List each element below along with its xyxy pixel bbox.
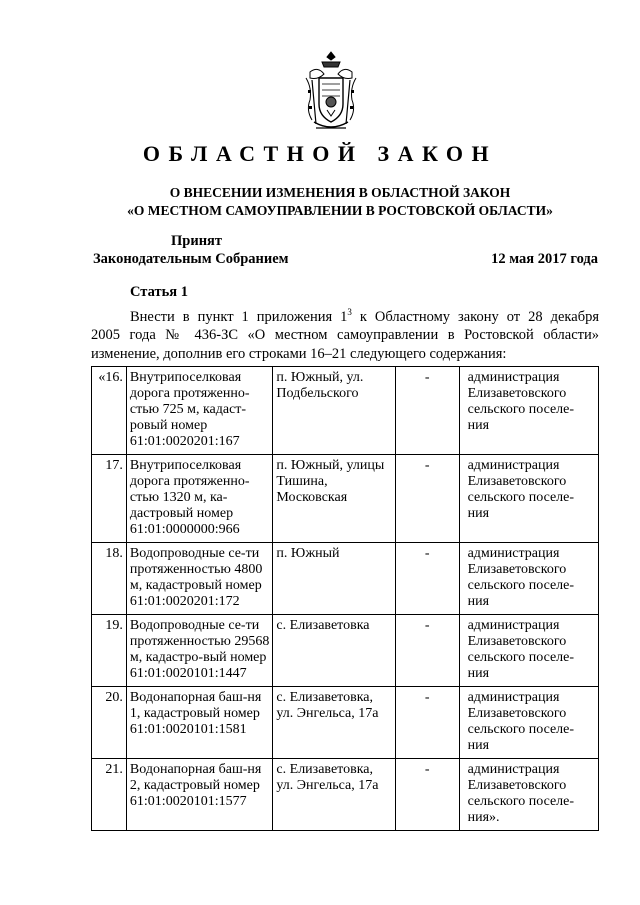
object-description: Внутрипоселковая дорога протяженно-стью 725 м, кадаст-ровый номер 61:01:0020201:167 [126,367,273,455]
object-address: п. Южный, ул. Подбельского [273,367,395,455]
object-address: с. Елизаветовка, ул. Энгельса, 17а [273,687,395,759]
recipient: администрация Елизаветовского сельского поселе-ния [459,615,598,687]
object-description: Водопроводные се-ти протяженностью 29568 м, кадастро-вый номер 61:01:0020101:1447 [126,615,273,687]
row-number: 17. [92,455,127,543]
subtitle-line-2: «О МЕСТНОМ САМОУПРАВЛЕНИИ В РОСТОВСКОЙ ОБЛАСТИ» [127,203,553,218]
article-line-1-start: Внести в пункт 1 приложения 1 [130,309,348,325]
extra-cell: - [395,455,459,543]
table-row [92,455,599,543]
row-number: 20. [92,687,127,759]
table-row [92,615,599,687]
article-heading: Статья 1 [130,284,188,300]
extra-cell: - [395,615,459,687]
adopted-label: Принят [171,233,223,249]
adoption-date: 12 мая 2017 года [491,251,598,267]
object-description: Внутрипоселковая дорога протяженно-стью 1320 м, ка-дастровый номер 61:01:0000000:966 [126,455,273,543]
article-line-3: изменение, дополнив его строками 16–21 следующего содержания: [91,345,507,362]
row-number: 18. [92,543,127,615]
extra-cell: - [395,367,459,455]
recipient: администрация Елизаветовского сельского поселе-ния [459,367,598,455]
object-address: с. Елизаветовка [273,615,395,687]
object-description: Водонапорная баш-ня 2, кадастровый номер 61:01:0020101:1577 [126,759,273,831]
extra-cell: - [395,543,459,615]
extra-cell: - [395,687,459,759]
recipient: администрация Елизаветовского сельского поселе-ния [459,543,598,615]
table-row [92,367,599,455]
recipient: администрация Елизаветовского сельского поселе-ния [459,455,598,543]
table-row [92,759,599,831]
law-subtitle [0,184,640,220]
law-title: ОБЛАСТНОЙ ЗАКОН [142,141,498,166]
row-number: 19. [92,615,127,687]
row-number: «16. [92,367,127,455]
row-number: 21. [92,759,127,831]
article-line-1-sup: 3 [347,307,352,317]
object-description: Водонапорная баш-ня 1, кадастровый номер 61:01:0020101:1581 [126,687,273,759]
recipient: администрация Елизаветовского сельского поселе-ния [459,687,598,759]
object-address: с. Елизаветовка, ул. Энгельса, 17а [273,759,395,831]
subtitle-line-1: О ВНЕСЕНИИ ИЗМЕНЕНИЯ В ОБЛАСТНОЙ ЗАКОН [169,185,511,200]
article-line-1-end: к Областному закону от 28 декабря [351,309,599,325]
article-line-1 [91,308,599,326]
amendment-table [91,366,599,831]
extra-cell: - [395,759,459,831]
object-description: Водопроводные се-ти протяженностью 4800 м, кадастровый номер 61:01:0020201:172 [126,543,273,615]
object-address: п. Южный, улицы Тишина, Московская [273,455,395,543]
table-row [92,543,599,615]
object-address: п. Южный [273,543,395,615]
table-row [92,687,599,759]
adoption-block [93,232,598,272]
adopted-by: Законодательным Собранием [93,251,289,267]
recipient: администрация Елизаветовского сельского поселе-ния». [459,759,598,831]
article-line-2: 2005 года № 436-ЗС «О местном самоуправлении в Ростовской области» [91,327,599,344]
article-text [91,308,599,363]
coat-of-arms-icon [302,50,360,134]
